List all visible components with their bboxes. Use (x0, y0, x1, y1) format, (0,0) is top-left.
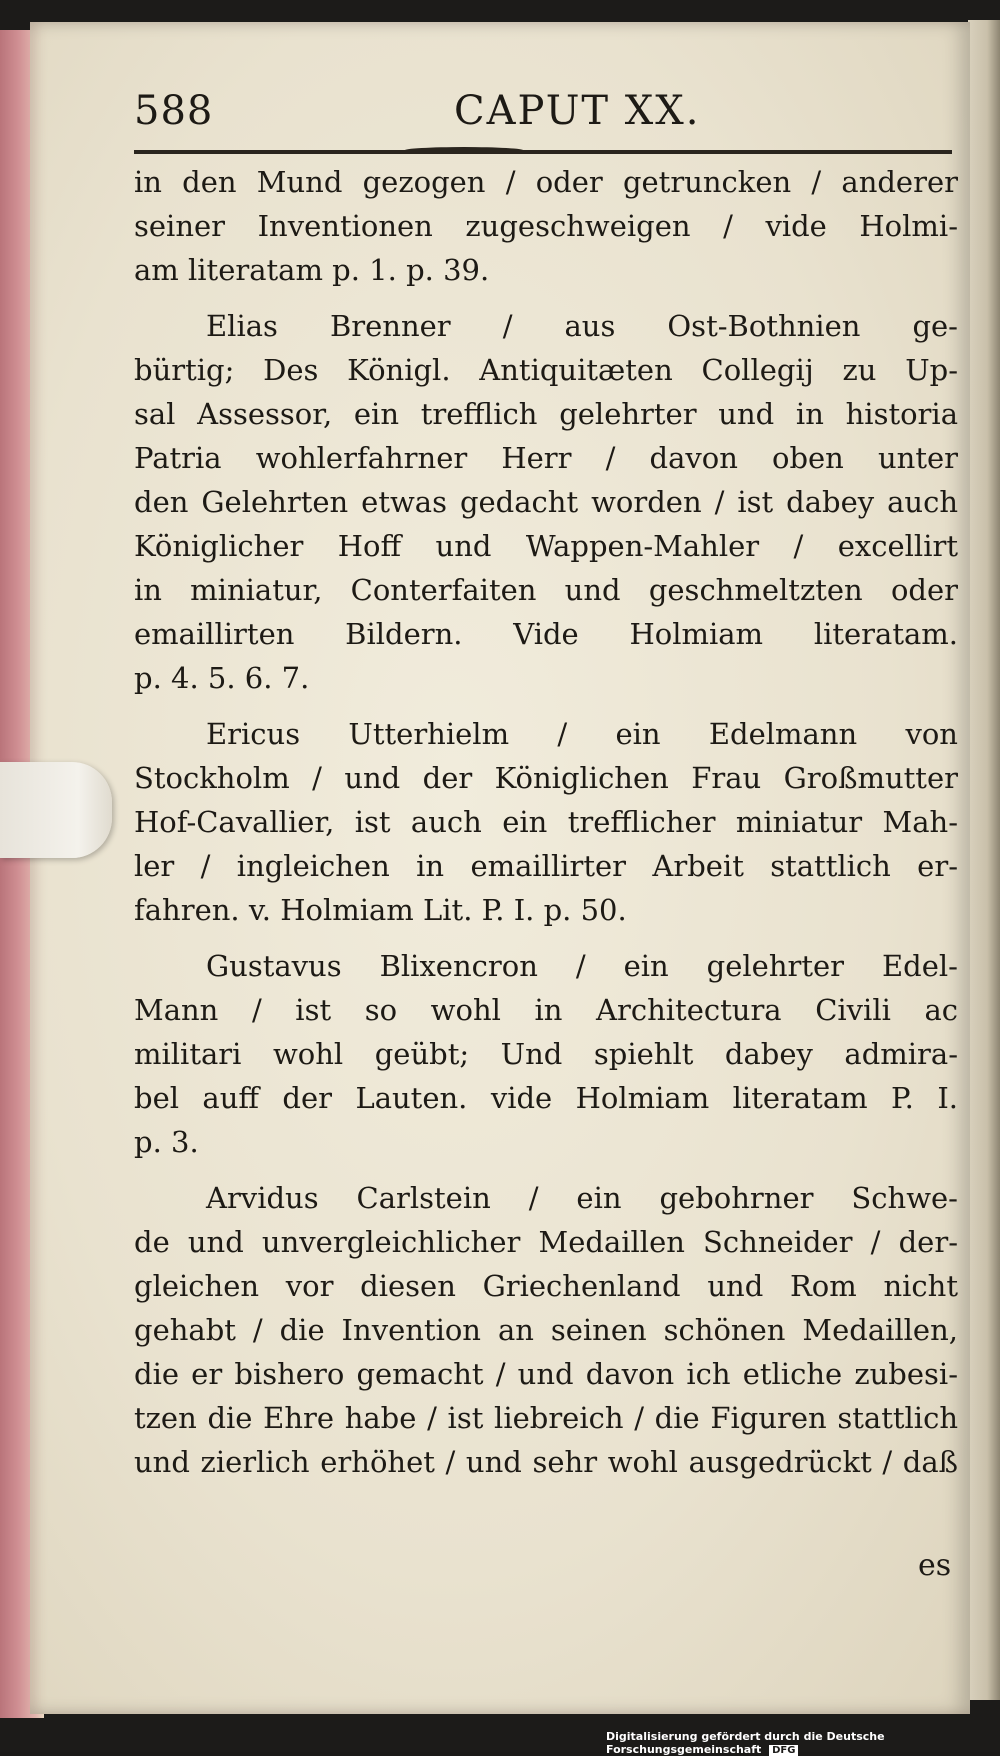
paragraph-gap (134, 1164, 958, 1176)
text-line: gleichen vor diesen Griechenland und Rom nicht (134, 1269, 958, 1303)
text-line: militari wohl geübt; Und spiehlt dabey admira- (134, 1037, 958, 1071)
text-line: tzen die Ehre habe / ist liebreich / die Figuren stattlich (134, 1401, 958, 1435)
paragraph-gap (134, 932, 958, 944)
text-line: Stockholm / und der Königlichen Frau Großmutter (134, 761, 958, 795)
text-line: am literatam p. 1. p. 39. (134, 253, 490, 287)
page-header (134, 88, 954, 148)
dfg-logo: DFG (769, 1745, 798, 1756)
text-line: Arvidus Carlstein / ein gebohrner Schwe- (206, 1181, 958, 1215)
text-line: in den Mund gezogen / oder getruncken / anderer (134, 165, 958, 199)
text-line: fahren. v. Holmiam Lit. P. I. p. 50. (134, 893, 627, 927)
text-line: emaillirten Bildern. Vide Holmiam literatam. (134, 617, 958, 651)
text-line: Mann / ist so wohl in Architectura Civili ac (134, 993, 958, 1027)
running-head: CAPUT XX. (454, 88, 701, 134)
text-line: bürtig; Des Königl. Antiquitæten Collegij zu Up- (134, 353, 958, 387)
text-line: p. 4. 5. 6. 7. (134, 661, 310, 695)
paper-tab-strip (0, 762, 112, 858)
text-line: p. 3. (134, 1125, 199, 1159)
paragraph-gap (134, 292, 958, 304)
text-line: in miniatur, Conterfaiten und geschmeltzten oder (134, 573, 958, 607)
text-line: und zierlich erhöhet / und sehr wohl ausgedrückt / daß (134, 1445, 958, 1479)
text-line: Elias Brenner / aus Ost-Bothnien ge- (206, 309, 958, 343)
text-line: Patria wohlerfahrner Herr / davon oben unter (134, 441, 958, 475)
catchword: es (918, 1548, 952, 1583)
text-line: de und unvergleichlicher Medaillen Schneider / der- (134, 1225, 958, 1259)
header-rule (134, 150, 952, 154)
text-line: sal Assessor, ein trefflich gelehrter und in historia (134, 397, 958, 431)
paragraph-gap (134, 700, 958, 712)
text-line: Königlicher Hoff und Wappen-Mahler / excellirt (134, 529, 958, 563)
page-number: 588 (134, 88, 214, 134)
facing-page-edge (968, 20, 1000, 1700)
text-line: seiner Inventionen zugeschweigen / vide Holmi- (134, 209, 958, 243)
text-line: Hof-Cavallier, ist auch ein trefflicher miniatur Mah- (134, 805, 958, 839)
body-text (134, 160, 958, 1484)
text-line: Ericus Utterhielm / ein Edelmann von (206, 717, 958, 751)
text-line: Gustavus Blixencron / ein gelehrter Edel- (206, 949, 958, 983)
footer-text: Digitalisierung gefördert durch die Deutsche Forschungsgemeinschaft (606, 1730, 885, 1756)
text-line: gehabt / die Invention an seinen schönen Medaillen, (134, 1313, 958, 1347)
text-line: die er bishero gemacht / und davon ich etliche zubesi- (134, 1357, 958, 1391)
text-line: ler / ingleichen in emaillirter Arbeit stattlich er- (134, 849, 958, 883)
digitization-footer (606, 1730, 1000, 1756)
text-line: bel auff der Lauten. vide Holmiam literatam P. I. (134, 1081, 958, 1115)
text-line: den Gelehrten etwas gedacht worden / ist dabey auch (134, 485, 958, 519)
